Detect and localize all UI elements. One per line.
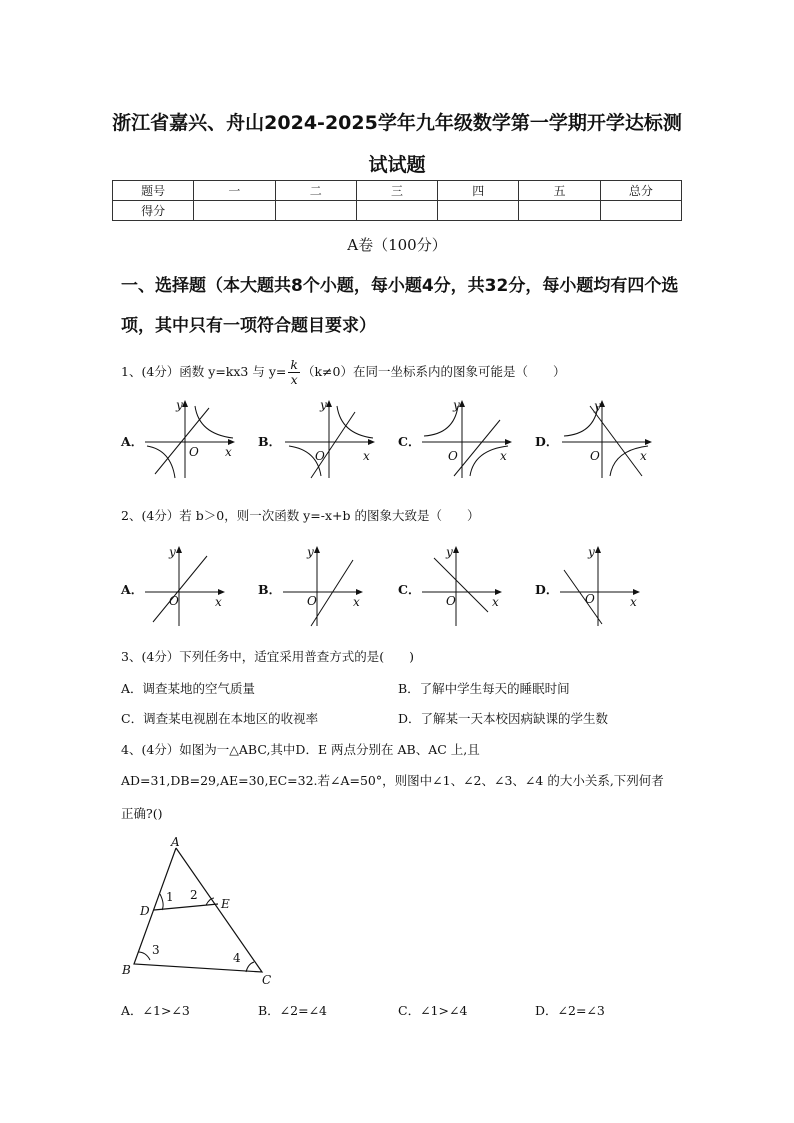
score-cell: 四 — [438, 181, 519, 201]
score-blank[interactable] — [600, 201, 681, 221]
exam-title-continued: 试试题 — [368, 154, 426, 176]
q1-option-b[interactable]: B． — [258, 434, 282, 449]
score-cell: 得分 — [113, 201, 194, 221]
q4-option-b[interactable]: B．∠2=∠4 — [258, 1003, 328, 1018]
vertex-e-label: E — [221, 897, 230, 911]
q2-option-c[interactable]: C． — [398, 582, 421, 597]
question-2: 2、(4分）若 b＞0，则一次函数 y=-x+b 的图象大致是（ ） — [121, 508, 480, 523]
score-blank[interactable] — [438, 201, 519, 221]
q2-option-d[interactable]: D． — [535, 582, 559, 597]
question-1-prefix: 1、(4分）函数 y=kx3 与 y= — [121, 364, 287, 379]
score-blank[interactable] — [275, 201, 356, 221]
question-4-line-2: AD=31,DB=29,AE=30,EC=32.若∠A=50°，则图中∠1、∠2、∠3、∠4 的大小关系,下列何者 — [121, 773, 664, 788]
score-cell: 五 — [519, 181, 600, 201]
triangle-abc-figure — [120, 834, 280, 986]
graph-origin-label: O — [446, 594, 456, 608]
vertex-a-label: A — [171, 835, 180, 849]
angle-2-label: 2 — [190, 888, 198, 902]
q3-option-d[interactable]: D．了解某一天本校因病缺课的学生数 — [398, 711, 609, 726]
q1-option-a[interactable]: A． — [121, 434, 144, 449]
exam-title: 浙江省嘉兴、舟山2024-2025学年九年级数学第一学期开学达标测 — [112, 112, 682, 134]
score-table-score-row — [113, 201, 682, 221]
q2-option-a[interactable]: A． — [121, 582, 144, 597]
score-table-header-row — [113, 181, 682, 201]
q1-graph-d — [560, 398, 655, 480]
graph-y-label: y — [176, 398, 183, 412]
graph-x-label: x — [215, 595, 222, 609]
score-blank[interactable] — [519, 201, 600, 221]
score-cell: 题号 — [113, 181, 194, 201]
q3-option-b[interactable]: B．了解中学生每天的睡眠时间 — [398, 681, 570, 696]
graph-origin-label: O — [585, 592, 595, 606]
fraction-k-over-x — [288, 358, 300, 387]
q2-option-b[interactable]: B． — [258, 582, 282, 597]
graph-y-label: y — [594, 399, 601, 413]
score-cell: 一 — [194, 181, 275, 201]
section-a-heading: A卷（100分） — [347, 236, 447, 254]
graph-x-label: x — [353, 595, 360, 609]
q1-graph-c — [420, 398, 515, 480]
graph-origin-label: O — [189, 445, 199, 459]
graph-x-label: x — [492, 595, 499, 609]
graph-y-label: y — [446, 545, 453, 559]
score-table — [112, 180, 682, 221]
q4-option-a[interactable]: A．∠1>∠3 — [121, 1003, 190, 1018]
question-1-suffix: （k≠0）在同一坐标系内的图象可能是（ ） — [301, 364, 566, 379]
q2-graph-b — [281, 542, 367, 628]
graph-origin-label: O — [590, 449, 600, 463]
fraction-denominator: x — [290, 372, 298, 387]
q3-option-c[interactable]: C．调查某电视剧在本地区的收视率 — [121, 711, 319, 726]
score-cell: 二 — [275, 181, 356, 201]
graph-origin-label: O — [448, 449, 458, 463]
graph-x-label: x — [640, 449, 647, 463]
vertex-b-label: B — [122, 963, 131, 977]
graph-y-label: y — [320, 398, 327, 412]
q3-option-a[interactable]: A．调查某地的空气质量 — [121, 681, 256, 696]
graph-x-label: x — [225, 445, 232, 459]
q1-graph-b — [283, 398, 378, 480]
graph-y-label: y — [453, 398, 460, 412]
graph-origin-label: O — [315, 449, 325, 463]
score-blank[interactable] — [194, 201, 275, 221]
angle-1-label: 1 — [166, 890, 174, 904]
graph-x-label: x — [363, 449, 370, 463]
question-4-line-3: 正确?() — [121, 806, 163, 821]
q1-option-d[interactable]: D． — [535, 434, 559, 449]
graph-y-label: y — [307, 545, 314, 559]
q1-graph-a — [143, 398, 238, 480]
angle-4-label: 4 — [233, 951, 241, 965]
q2-graph-a — [143, 542, 229, 628]
q4-option-d[interactable]: D．∠2=∠3 — [535, 1003, 605, 1018]
graph-origin-label: O — [169, 594, 179, 608]
graph-x-label: x — [630, 595, 637, 609]
q2-graph-c — [420, 542, 506, 628]
question-1 — [121, 358, 565, 387]
score-blank[interactable] — [356, 201, 437, 221]
fraction-numerator: k — [290, 357, 298, 372]
graph-y-label: y — [169, 545, 176, 559]
q2-graph-d — [558, 542, 644, 628]
score-cell: 总分 — [600, 181, 681, 201]
vertex-c-label: C — [262, 973, 272, 987]
part1-heading: 一、选择题（本大题共8个小题，每小题4分，共32分，每小题均有四个选项，其中只有一项符合题目要求） — [121, 276, 679, 336]
q1-option-c[interactable]: C． — [398, 434, 421, 449]
graph-origin-label: O — [307, 594, 317, 608]
question-3: 3、(4分）下列任务中，适宜采用普查方式的是( ) — [121, 649, 415, 664]
question-4-line-1: 4、(4分）如图为一△ABC,其中D．E 两点分别在 AB、AC 上,且 — [121, 742, 480, 757]
graph-x-label: x — [500, 449, 507, 463]
vertex-d-label: D — [140, 904, 150, 918]
q4-option-c[interactable]: C．∠1>∠4 — [398, 1003, 468, 1018]
angle-3-label: 3 — [152, 943, 160, 957]
score-cell: 三 — [356, 181, 437, 201]
graph-y-label: y — [588, 545, 595, 559]
